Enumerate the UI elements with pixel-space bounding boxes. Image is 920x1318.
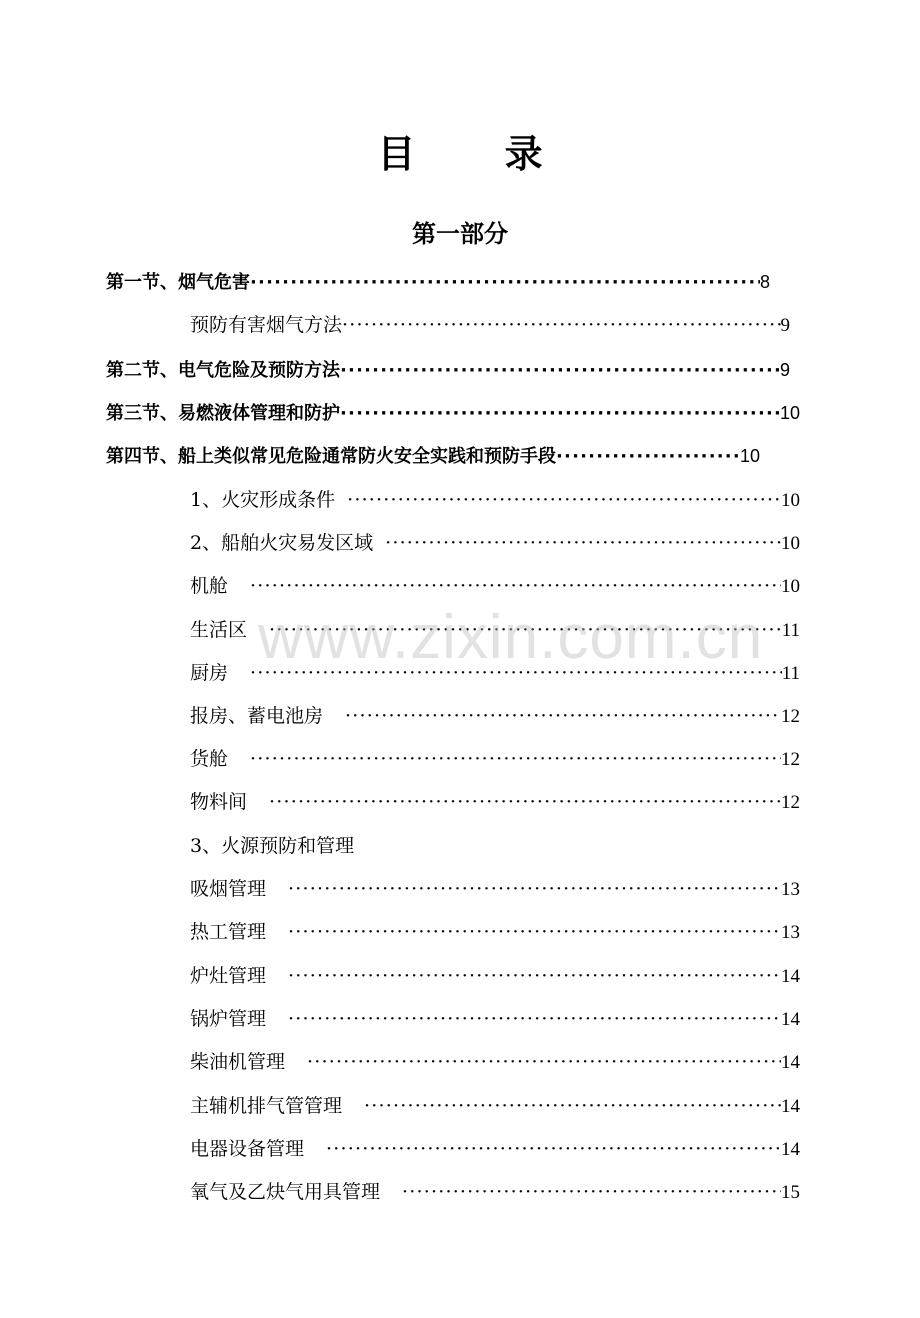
toc-entry-label: 锅炉管理 <box>190 1008 267 1030</box>
toc-page-number: 14 <box>781 1009 800 1030</box>
toc-entry-subsection[interactable] <box>190 696 800 736</box>
toc-entry-label: 生活区 <box>190 619 248 641</box>
toc-page-number: 9 <box>779 360 790 380</box>
part-heading: 第一部分 <box>412 220 508 248</box>
toc-page-number: 13 <box>781 879 800 900</box>
toc-leader-dots <box>288 912 781 952</box>
toc-page-number: 10 <box>781 576 800 597</box>
toc-entry-label: 2、船舶火灾易发区域 <box>190 532 374 554</box>
toc-leader-dots <box>402 1172 781 1212</box>
toc-leader-dots <box>288 956 781 996</box>
toc-page-number: 11 <box>781 663 800 684</box>
toc-entry-subsection[interactable] <box>190 1042 800 1082</box>
toc-entry-subsection[interactable] <box>190 1086 800 1126</box>
toc-leader-dots <box>342 305 780 345</box>
toc-entry-section[interactable] <box>106 393 800 433</box>
toc-entry-subsection[interactable] <box>190 653 800 693</box>
toc-entry-label: 预防有害烟气方法 <box>190 314 343 336</box>
toc-entry-subsection[interactable] <box>190 782 800 822</box>
toc-entry-label: 机舱 <box>190 575 229 597</box>
toc-entry-label: 炉灶管理 <box>190 965 267 987</box>
toc-entry-label: 电器设备管理 <box>190 1138 305 1160</box>
toc-page-number: 10 <box>781 490 800 511</box>
toc-entry-label: 物料间 <box>190 791 248 813</box>
toc-page-number: 14 <box>781 1052 800 1073</box>
toc-entry-section[interactable] <box>106 436 760 476</box>
toc-page-number: 14 <box>781 1139 800 1160</box>
toc-entry-subsection[interactable] <box>190 956 800 996</box>
site-watermark: www.zixin.com.cn <box>258 603 764 672</box>
toc-leader-dots <box>250 263 760 302</box>
toc-entry-label: 氧气及乙炔气用具管理 <box>190 1181 381 1203</box>
toc-entry-label: 厨房 <box>190 662 229 684</box>
toc-leader-dots <box>288 999 781 1039</box>
toc-leader-dots <box>347 480 781 520</box>
toc-page-number: 14 <box>781 966 800 987</box>
toc-entry-subsection[interactable] <box>190 869 800 909</box>
toc-entry-label: 1、火灾形成条件 <box>190 489 336 511</box>
toc-entry-subsection[interactable] <box>190 1129 800 1169</box>
toc-page-number: 8 <box>759 272 770 292</box>
toc-leader-dots <box>364 1086 781 1126</box>
toc-leader-dots <box>269 782 781 822</box>
toc-entry-subsection[interactable] <box>190 305 790 345</box>
toc-entry-label: 吸烟管理 <box>190 878 267 900</box>
toc-entry-label: 第四节、船上类似常见危险通常防火安全实践和预防手段 <box>106 446 556 467</box>
toc-leader-dots <box>250 739 781 779</box>
toc-leader-dots <box>269 610 782 650</box>
toc-entry-subsection[interactable] <box>190 912 800 952</box>
toc-page-number: 10 <box>779 403 800 423</box>
toc-leader-dots <box>288 869 781 909</box>
toc-entry-subsection[interactable] <box>190 826 800 866</box>
toc-page-number: 14 <box>781 1096 800 1117</box>
toc-entry-subsection[interactable] <box>190 480 800 520</box>
toc-leader-dots <box>326 1129 781 1169</box>
toc-page-number: 12 <box>781 706 800 727</box>
toc-leader-dots <box>385 523 781 563</box>
toc-page-number: 13 <box>781 922 800 943</box>
toc-leader-dots <box>340 394 780 433</box>
toc-leader-dots <box>250 653 782 693</box>
toc-entry-subsection[interactable] <box>190 610 800 650</box>
toc-leader-dots <box>250 566 781 606</box>
toc-entry-label: 报房、蓄电池房 <box>190 705 324 727</box>
toc-entry-section[interactable] <box>106 262 770 302</box>
toc-page-number: 12 <box>781 792 800 813</box>
toc-entry-subsection[interactable] <box>190 1172 800 1212</box>
toc-leader-dots <box>340 351 780 390</box>
toc-page-number: 12 <box>781 749 800 770</box>
toc-page-number: 15 <box>781 1182 800 1203</box>
toc-leader-dots <box>556 437 740 476</box>
toc-entry-label: 第一节、烟气危害 <box>106 272 250 293</box>
toc-leader-dots <box>345 696 781 736</box>
toc-entry-label: 热工管理 <box>190 921 267 943</box>
toc-leader-dots <box>307 1042 781 1082</box>
toc-entry-label: 3、火源预防和管理 <box>190 835 355 857</box>
toc-entry-subsection[interactable] <box>190 739 800 779</box>
toc-entry-subsection[interactable] <box>190 523 800 563</box>
page-title: 目 录 <box>377 132 581 176</box>
toc-entry-subsection[interactable] <box>190 999 800 1039</box>
toc-entry-section[interactable] <box>106 350 790 390</box>
toc-page-number: 11 <box>781 620 800 641</box>
toc-page-number: 9 <box>780 315 790 336</box>
toc-entry-label: 柴油机管理 <box>190 1051 286 1073</box>
toc-entry-label: 第二节、电气危险及预防方法 <box>106 360 340 381</box>
toc-entry-label: 第三节、易燃液体管理和防护 <box>106 403 340 424</box>
toc-page-number: 10 <box>739 446 760 466</box>
toc-page-number: 10 <box>781 533 800 554</box>
toc-entry-label: 主辅机排气管管理 <box>190 1095 343 1117</box>
toc-entry-label: 货舱 <box>190 748 229 770</box>
toc-entry-subsection[interactable] <box>190 566 800 606</box>
